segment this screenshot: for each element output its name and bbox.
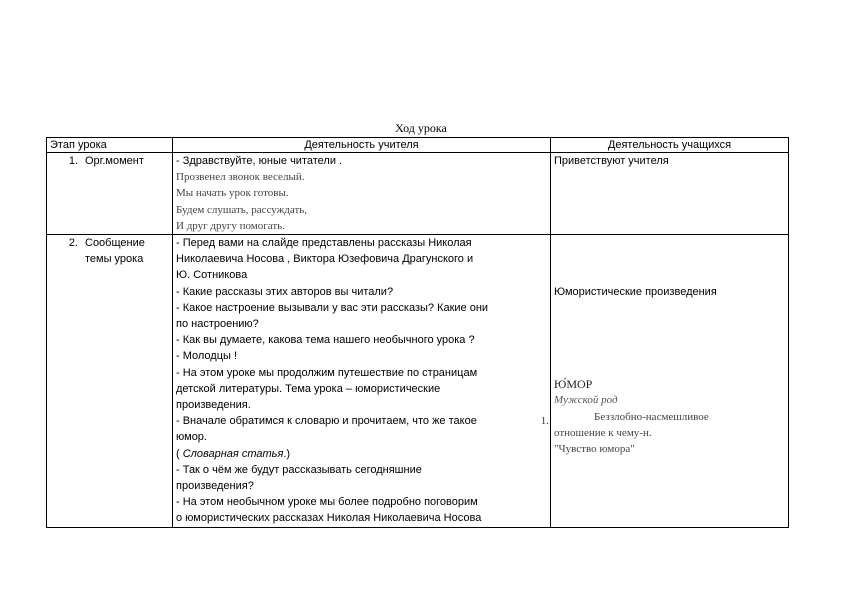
lesson-table (46, 137, 789, 528)
header-stage: Этап урока (47, 138, 173, 153)
students-cell (551, 153, 789, 235)
teacher-line: - Какое настроение вызывали у вас эти рассказы? Какие они (176, 301, 489, 314)
teacher-line: - Вначале обратимся к словарю и прочитаем, что же такое (176, 415, 477, 428)
dictionary-label: Словарная статья (182, 447, 284, 460)
table-row (47, 235, 789, 528)
page-title: Ход урока (395, 121, 447, 135)
stage-number: 2. (68, 237, 78, 250)
table-row (47, 153, 789, 235)
teacher-line: - Как вы думаете, какова тема нашего необычного урока ? (176, 334, 475, 347)
list-marker: 1. (540, 415, 549, 428)
teacher-line: по настроению? (176, 318, 259, 331)
teacher-cell (173, 235, 551, 528)
students-activity: Приветствуют учителя (554, 155, 669, 167)
dictionary-definition: отношение к чему-н. (554, 426, 652, 439)
teacher-line: произведения? (176, 480, 254, 493)
teacher-line: - Молодцы ! (176, 350, 238, 363)
students-cell (551, 235, 789, 528)
poem-line: Прозвенел звонок веселый. (176, 171, 305, 184)
stage-number: 1. (68, 155, 78, 167)
teacher-line: юмор. (176, 431, 207, 444)
dictionary-reference: ( Словарная статья.) (176, 447, 291, 460)
poem-line: Мы начать урок готовы. (176, 187, 289, 200)
dictionary-headword: Ю́МОР (554, 377, 593, 392)
teacher-line: произведения. (176, 399, 251, 412)
stage-cell (47, 153, 173, 235)
teacher-cell (173, 153, 551, 235)
teacher-greeting: - Здравствуйте, юные читатели . (176, 155, 343, 167)
stage-name: Орг.момент (85, 155, 144, 167)
dictionary-example: "Чувство юмора" (554, 443, 635, 456)
stage-cell (47, 235, 173, 528)
teacher-line: детской литературы. Тема урока – юмористические (176, 382, 441, 395)
stage-name-line: темы урока (85, 253, 144, 266)
teacher-line: о юмористических рассказах Николая Николаевича Носова (176, 512, 482, 525)
table-header-row (47, 138, 789, 153)
dictionary-gender: Мужской род (554, 394, 618, 407)
teacher-line: - Так о чём же будут рассказывать сегодняшние (176, 463, 422, 476)
dictionary-definition: Беззлобно-насмешливое (594, 410, 709, 423)
teacher-line: - Какие рассказы этих авторов вы читали? (176, 285, 394, 298)
teacher-line: - Перед вами на слайде представлены рассказы Николая (176, 237, 472, 250)
teacher-line: Николаевича Носова , Виктора Юзефовича Драгунского и (176, 253, 474, 266)
teacher-line: - На этом уроке мы продолжим путешествие по страницам (176, 366, 478, 379)
poem-line: Будем слушать, рассуждать, (176, 203, 308, 216)
stage-name-line: Сообщение (85, 237, 145, 250)
teacher-line: - На этом необычном уроке мы более подробно поговорим (176, 496, 478, 509)
students-answer: Юмористические произведения (554, 286, 717, 299)
header-students: Деятельность учащихся (551, 138, 789, 153)
header-teacher: Деятельность учителя (173, 138, 551, 153)
poem-line: И друг другу помогать. (176, 219, 285, 232)
teacher-line-with-marker (176, 413, 547, 429)
teacher-line: Ю. Сотникова (176, 269, 248, 282)
